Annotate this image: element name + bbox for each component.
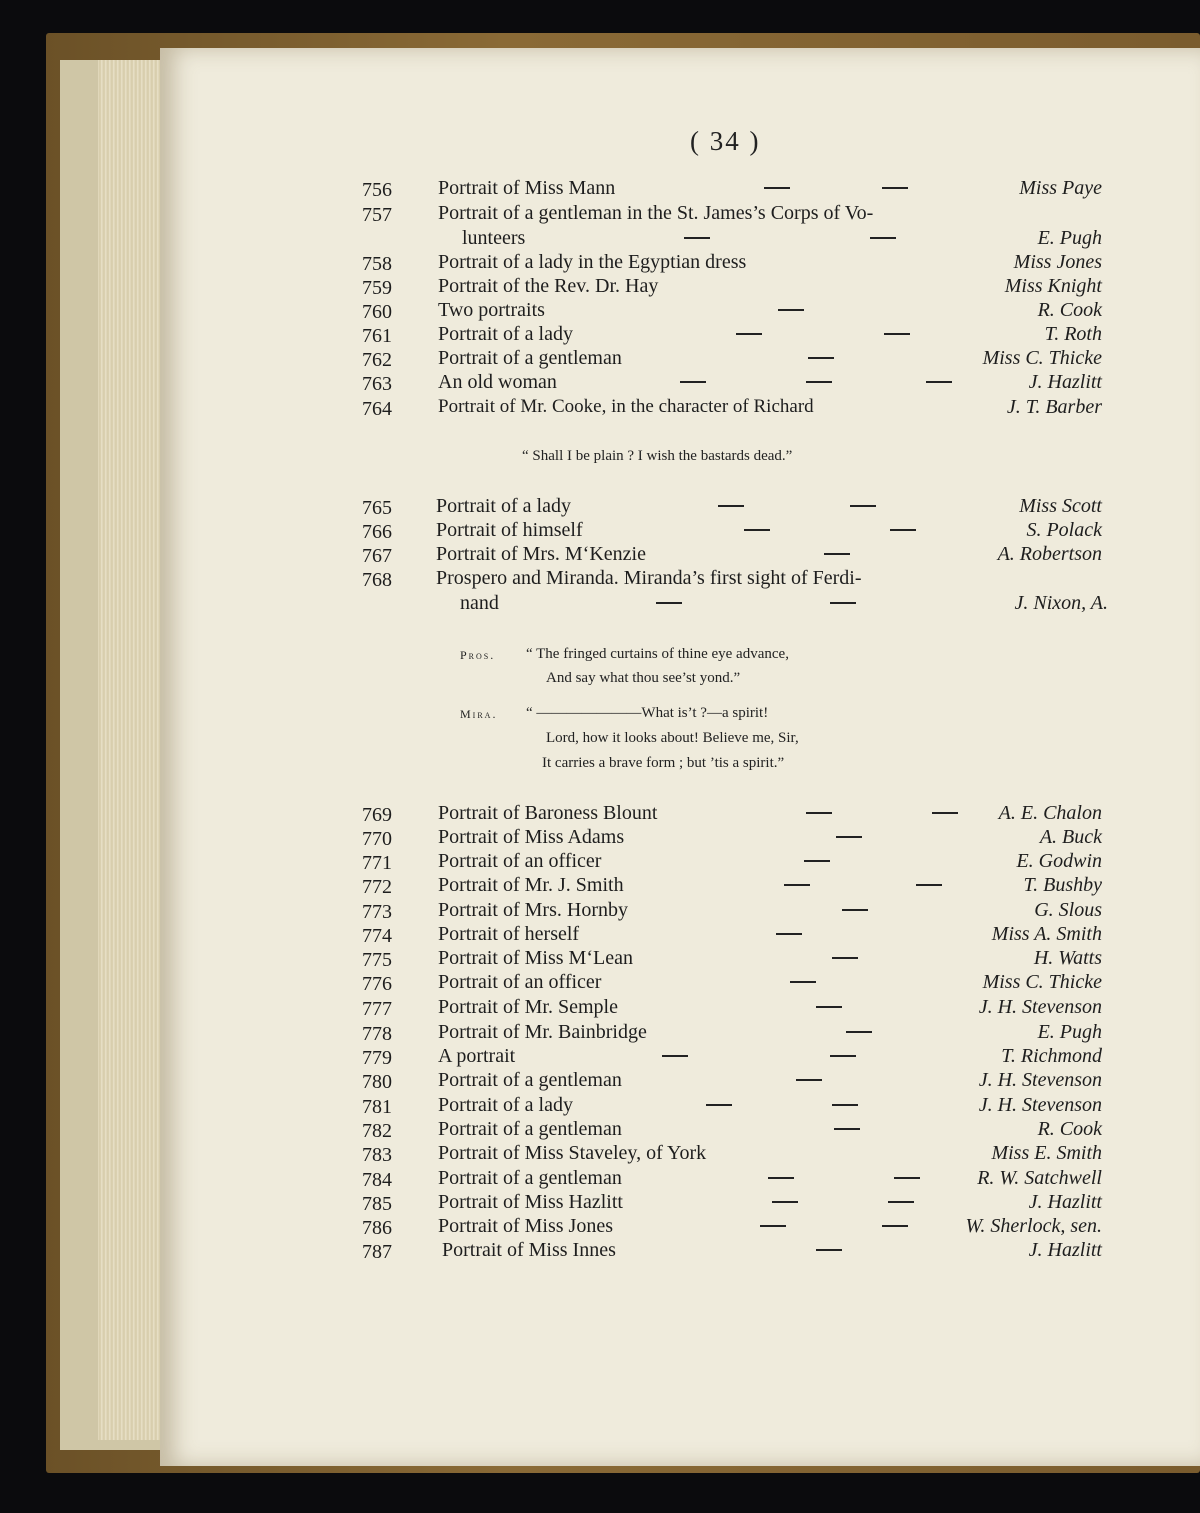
entry-title: Prospero and Miranda. Miranda’s first sight of Ferdi- (436, 567, 862, 589)
entry-title: Portrait of Miss Staveley, of York (438, 1142, 707, 1164)
entry-number: 780 (362, 1071, 392, 1093)
entry-767 (0, 542, 1200, 566)
entry-779 (0, 1044, 1200, 1068)
entry-title: Portrait of a gentleman (438, 347, 622, 369)
speaker-name: Pros. (460, 648, 496, 662)
entry-artist: W. Sherlock, sen. (965, 1215, 1102, 1237)
entry-number: 768 (362, 569, 392, 591)
dash (812, 1238, 846, 1262)
entry-number: 770 (362, 828, 392, 850)
quote-line: “ ———————What is’t ?—a spirit! (526, 705, 769, 721)
entry-768 (0, 566, 1200, 590)
entry-number: 763 (362, 373, 392, 395)
entry-artist: H. Watts (1033, 947, 1102, 969)
entry-artist: E. Godwin (1016, 850, 1102, 872)
dash (830, 1117, 864, 1141)
entry-number: 757 (362, 204, 392, 226)
entry-number: 786 (362, 1217, 392, 1239)
entry-artist: J. T. Barber (1006, 396, 1102, 418)
entry-artist: G. Slous (1034, 899, 1102, 921)
entry-artist: A. Robertson (997, 543, 1102, 565)
dash (802, 370, 836, 394)
entry-title: Portrait of Miss Hazlitt (438, 1191, 623, 1213)
dash (676, 370, 710, 394)
entry-number: 777 (362, 998, 392, 1020)
entry-number: 778 (362, 1023, 392, 1045)
entry-760 (0, 298, 1200, 322)
entry-title: Portrait of himself (436, 519, 583, 541)
entry-title: Portrait of Baroness Blount (438, 802, 658, 824)
dash (832, 825, 866, 849)
quote-line: Lord, how it looks about! Believe me, Sir, (546, 730, 799, 746)
entry-778 (0, 1020, 1200, 1044)
entry-781 (0, 1093, 1200, 1117)
entry-artist: T. Richmond (1001, 1045, 1102, 1067)
dash (714, 494, 748, 518)
entry-number: 776 (362, 973, 392, 995)
dash (732, 322, 766, 346)
entry-number: 769 (362, 804, 392, 826)
entry-artist: J. H. Stevenson (978, 1094, 1102, 1116)
entry-number: 774 (362, 925, 392, 947)
entry-artist: J. Hazlitt (1028, 1239, 1102, 1261)
entry-artist: E. Pugh (1037, 227, 1102, 249)
entry-number: 773 (362, 901, 392, 923)
entry-number: 779 (362, 1047, 392, 1069)
dash (878, 1214, 912, 1238)
entry-775 (0, 946, 1200, 970)
dash (866, 226, 900, 250)
quote-line: “ The fringed curtains of thine eye advance, (526, 646, 789, 662)
entry-artist: Miss E. Smith (991, 1142, 1102, 1164)
dash (764, 1166, 798, 1190)
entry-title: Portrait of Mr. Cooke, in the character of Richard (438, 396, 814, 417)
entry-785 (0, 1190, 1200, 1214)
entry-title: Portrait of a lady (438, 1094, 573, 1116)
quote-764: “ Shall I be plain ? I wish the bastards dead.” (522, 448, 793, 464)
quote-speaker-mira (460, 704, 497, 724)
entry-number: 771 (362, 852, 392, 874)
entry-number: 782 (362, 1120, 392, 1142)
entry-765 (0, 494, 1200, 518)
entry-title: Portrait of a gentleman (438, 1118, 622, 1140)
entry-artist: Miss Jones (1013, 251, 1102, 273)
dash (842, 1020, 876, 1044)
entry-artist: T. Roth (1044, 323, 1102, 345)
entry-number: 765 (362, 497, 392, 519)
entry-761 (0, 322, 1200, 346)
dash (772, 922, 806, 946)
entry-continuation: nand (460, 592, 499, 614)
dash (828, 1093, 862, 1117)
entry-780 (0, 1068, 1200, 1092)
entry-777 (0, 995, 1200, 1019)
entry-title: Portrait of Miss Innes (442, 1239, 616, 1261)
entry-number: 756 (362, 179, 392, 201)
dash (792, 1068, 826, 1092)
entry-number: 775 (362, 949, 392, 971)
entry-769 (0, 801, 1200, 825)
entry-766 (0, 518, 1200, 542)
entry-title: Portrait of a gentleman (438, 1167, 622, 1189)
page-number: ( 34 ) (690, 126, 761, 156)
entry-783 (0, 1141, 1200, 1165)
entry-title: Portrait of an officer (438, 971, 602, 993)
entry-title: A portrait (438, 1045, 516, 1067)
entry-784 (0, 1166, 1200, 1190)
entry-title: Portrait of a gentleman (438, 1069, 622, 1091)
entry-763 (0, 370, 1200, 394)
entry-number: 764 (362, 398, 392, 420)
entry-number: 759 (362, 277, 392, 299)
dash (774, 298, 808, 322)
dash (756, 1214, 790, 1238)
entry-artist: Miss C. Thicke (982, 347, 1102, 369)
entry-artist: T. Bushby (1023, 874, 1102, 896)
entry-number: 785 (362, 1193, 392, 1215)
entry-776 (0, 970, 1200, 994)
entry-title: Portrait of the Rev. Dr. Hay (438, 275, 659, 297)
quote-line: It carries a brave form ; but ’tis a spirit.” (542, 755, 785, 771)
dash (880, 322, 914, 346)
entry-787 (0, 1238, 1200, 1262)
entry-artist: E. Pugh (1037, 1021, 1102, 1043)
entry-number: 760 (362, 301, 392, 323)
entry-757 (0, 201, 1200, 225)
entry-number: 767 (362, 545, 392, 567)
dash (658, 1044, 692, 1068)
dash (912, 873, 946, 897)
entry-title: Portrait of a lady (436, 495, 571, 517)
dash (804, 346, 838, 370)
dash (760, 176, 794, 200)
entry-artist: Miss Knight (1004, 275, 1102, 297)
entry-number: 783 (362, 1144, 392, 1166)
entry-artist: Miss A. Smith (991, 923, 1102, 945)
entry-artist: A. Buck (1039, 826, 1102, 848)
entry-number: 761 (362, 325, 392, 347)
entry-title: Portrait of an officer (438, 850, 602, 872)
dash (812, 995, 846, 1019)
entry-762 (0, 346, 1200, 370)
entry-title: Two portraits (438, 299, 545, 321)
entry-artist: Miss Scott (1019, 495, 1102, 517)
entry-artist: J. Hazlitt (1028, 1191, 1102, 1213)
entry-title: An old woman (438, 371, 557, 393)
entry-number: 784 (362, 1169, 392, 1191)
entry-771 (0, 849, 1200, 873)
dash (846, 494, 880, 518)
quote-speaker-pros (460, 645, 495, 665)
dash (928, 801, 962, 825)
dash (802, 801, 836, 825)
entry-title: Portrait of Mrs. M‘Kenzie (436, 543, 646, 565)
dash (886, 518, 920, 542)
entry-title: Portrait of a lady (438, 323, 573, 345)
entry-artist: J. H. Stevenson (978, 996, 1102, 1018)
dash (828, 946, 862, 970)
entry-artist: J. Hazlitt (1028, 371, 1102, 393)
dash (884, 1190, 918, 1214)
entry-number: 781 (362, 1096, 392, 1118)
entry-title: Portrait of a gentleman in the St. James’s Corps of Vo- (438, 202, 874, 224)
entry-786 (0, 1214, 1200, 1238)
speaker-name: Mira. (460, 707, 498, 721)
entry-continuation: lunteers (462, 227, 526, 249)
entry-title: Portrait of herself (438, 923, 580, 945)
entry-artist: Miss Paye (1019, 177, 1102, 199)
entry-number: 787 (362, 1241, 392, 1263)
entry-artist: R. Cook (1037, 1118, 1102, 1140)
entry-artist: Miss C. Thicke (982, 971, 1102, 993)
dash (780, 873, 814, 897)
entry-756 (0, 176, 1200, 200)
dash (826, 1044, 860, 1068)
entry-773 (0, 898, 1200, 922)
dash (652, 591, 686, 615)
dash (890, 1166, 924, 1190)
entry-770 (0, 825, 1200, 849)
entry-title: Portrait of Mrs. Hornby (438, 899, 628, 921)
entry-number: 772 (362, 876, 392, 898)
entry-title: Portrait of Miss Adams (438, 826, 625, 848)
entry-artist: A. E. Chalon (998, 802, 1102, 824)
entry-artist: S. Polack (1026, 519, 1102, 541)
dash (768, 1190, 802, 1214)
entry-artist: J. H. Stevenson (978, 1069, 1102, 1091)
entry-782 (0, 1117, 1200, 1141)
entry-artist: R. Cook (1037, 299, 1102, 321)
entry-number: 766 (362, 521, 392, 543)
entry-758 (0, 250, 1200, 274)
dash (702, 1093, 736, 1117)
entry-title: Portrait of Miss Jones (438, 1215, 613, 1237)
entry-number: 758 (362, 253, 392, 275)
entry-772 (0, 873, 1200, 897)
entry-number: 762 (362, 349, 392, 371)
entry-artist: R. W. Satchwell (977, 1167, 1102, 1189)
entry-759 (0, 274, 1200, 298)
entry-764 (0, 395, 1200, 419)
dash (826, 591, 860, 615)
entry-title: Portrait of Miss Mann (438, 177, 616, 199)
entry-title: Portrait of Mr. Semple (438, 996, 618, 1018)
quote-line: And say what thou see’st yond.” (546, 670, 741, 686)
dash (786, 970, 820, 994)
dash (838, 898, 872, 922)
dash (680, 226, 714, 250)
entry-title: Portrait of a lady in the Egyptian dress (438, 251, 747, 273)
entry-title: Portrait of Mr. Bainbridge (438, 1021, 647, 1043)
entry-title: Portrait of Mr. J. Smith (438, 874, 624, 896)
entry-774 (0, 922, 1200, 946)
dash (878, 176, 912, 200)
dash (800, 849, 834, 873)
dash (820, 542, 854, 566)
entry-artist: J. Nixon, A. (1014, 592, 1108, 614)
entry-title: Portrait of Miss M‘Lean (438, 947, 633, 969)
dash (740, 518, 774, 542)
dash (922, 370, 956, 394)
